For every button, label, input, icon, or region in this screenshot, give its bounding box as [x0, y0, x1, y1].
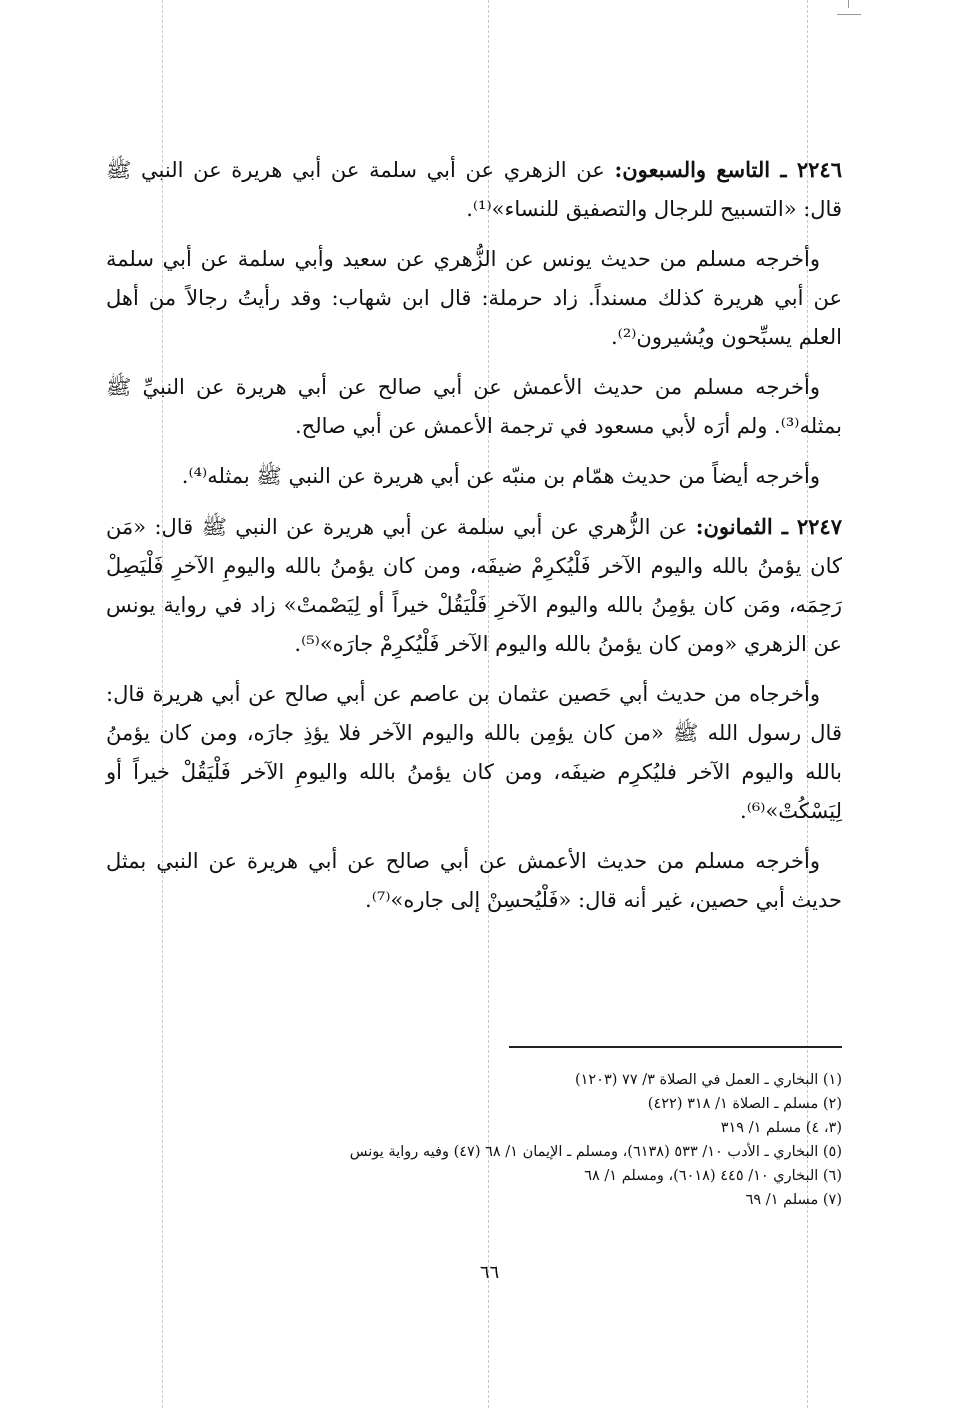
hadith-heading: ٢٢٤٧ ـ الثمانون:	[695, 514, 842, 539]
hadith-text: عن الزُّهري عن أبي سلمة عن أبي هريرة عن النبي ﷺ قال: «مَن كان يؤمنُ بالله واليوم الآخر فَلْيُكرِمْ ضيفَه، ومن كان يؤمنُ بالله واليومِ الآخرِ فَلْيَصِلْ رَحِمَه، ومَن كان يؤمِنُ بالله واليوم الآخرِ فَلْيَقُلْ خيراً أو لِيَصْمتْ» زاد في رواية يونس عن الزهري «ومن كان يؤمنُ بالله واليوم الآخر فَلْيُكرِمْ جارَه»⁽⁵⁾.	[106, 515, 842, 656]
narration-text: وأخرجاه من حديث أبي حَصين عثمان بن عاصم عن أبي صالح عن أبي هريرة قال: قال رسول الله ﷺ «من كان يؤمِن بالله واليوم الآخر فلا يؤذِ جارَه، ومن كان يؤمنُ بالله واليوم الآخر فليُكرِم ضيفَه، ومن كان يؤمنُ بالله واليومِ الآخر فَلْيَقُلْ خيراً أو لِيَسْكُتْ»⁽⁶⁾.	[106, 682, 842, 823]
footnotes	[242, 1068, 842, 1212]
paragraph-hadith-2246	[106, 150, 842, 229]
footnote-item: (٣، ٤) مسلم ١/ ٣١٩	[720, 1120, 842, 1136]
paragraph-narration	[106, 675, 842, 831]
narration-text: وأخرجه مسلم من حديث الأعمش عن أبي صالح عن أبي هريرة عن النبي بمثل حديث أبي حصين، غير أنه قال: «فَلْيُحسِنْ إلى جاره»⁽⁷⁾.	[106, 849, 842, 912]
main-text	[106, 150, 842, 931]
footnote-item: (١) البخاري ـ العمل في الصلاة ٣/ ٧٧ (١٢٠٣)	[574, 1072, 842, 1088]
footnote-item: (٢) مسلم ـ الصلاة ١/ ٣١٨ (٤٢٢)	[647, 1096, 842, 1112]
footnote-item: (٧) مسلم ١/ ٦٩	[745, 1192, 842, 1208]
hadith-text: عن الزهري عن أبي سلمة عن أبي هريرة عن النبي ﷺ قال: «التسبيح للرجال والتصفيق للنساء»⁽¹⁾.	[106, 158, 842, 221]
footnote-item: (٦) البخاري ١٠/ ٤٤٥ (٦٠١٨)، ومسلم ١/ ٦٨	[584, 1168, 842, 1184]
page-number: ٦٦	[479, 1262, 500, 1283]
footnote-item: (٥) البخاري ـ الأدب ١٠/ ٥٣٣ (٦١٣٨)، ومسلم ـ الإيمان ١/ ٦٨ (٤٧) وفيه رواية يونس	[349, 1144, 842, 1160]
narration-text: وأخرجه مسلم من حديث الأعمش عن أبي صالح عن أبي هريرة عن النبيِّ ﷺ بمثله⁽³⁾. ولم أرَه لأبي مسعود في ترجمة الأعمش عن أبي صالح.	[106, 375, 842, 438]
paragraph-narration	[106, 368, 842, 446]
narration-text: وأخرجه أيضاً من حديث همّام بن منبّه عن أبي هريرة عن النبي ﷺ بمثله⁽⁴⁾.	[181, 464, 820, 488]
paragraph-hadith-2247	[106, 507, 842, 664]
narration-text: وأخرجه مسلم من حديث يونس عن الزُّهري عن سعيد وأبي سلمة عن أبي سلمة عن أبي هريرة كذلك مسنداً. زاد حرملة: قال ابن شهاب: وقد رأيتُ رجالاً من أهل العلم يسبِّحون ويُشيرون⁽²⁾.	[106, 247, 842, 349]
hadith-heading: ٢٢٤٦ ـ التاسع والسبعون:	[614, 157, 842, 182]
footnotes-divider	[509, 1046, 842, 1048]
paragraph-narration	[106, 457, 842, 496]
corner-crop-mark	[829, 0, 869, 40]
paragraph-narration	[106, 842, 842, 920]
paragraph-narration	[106, 240, 842, 357]
